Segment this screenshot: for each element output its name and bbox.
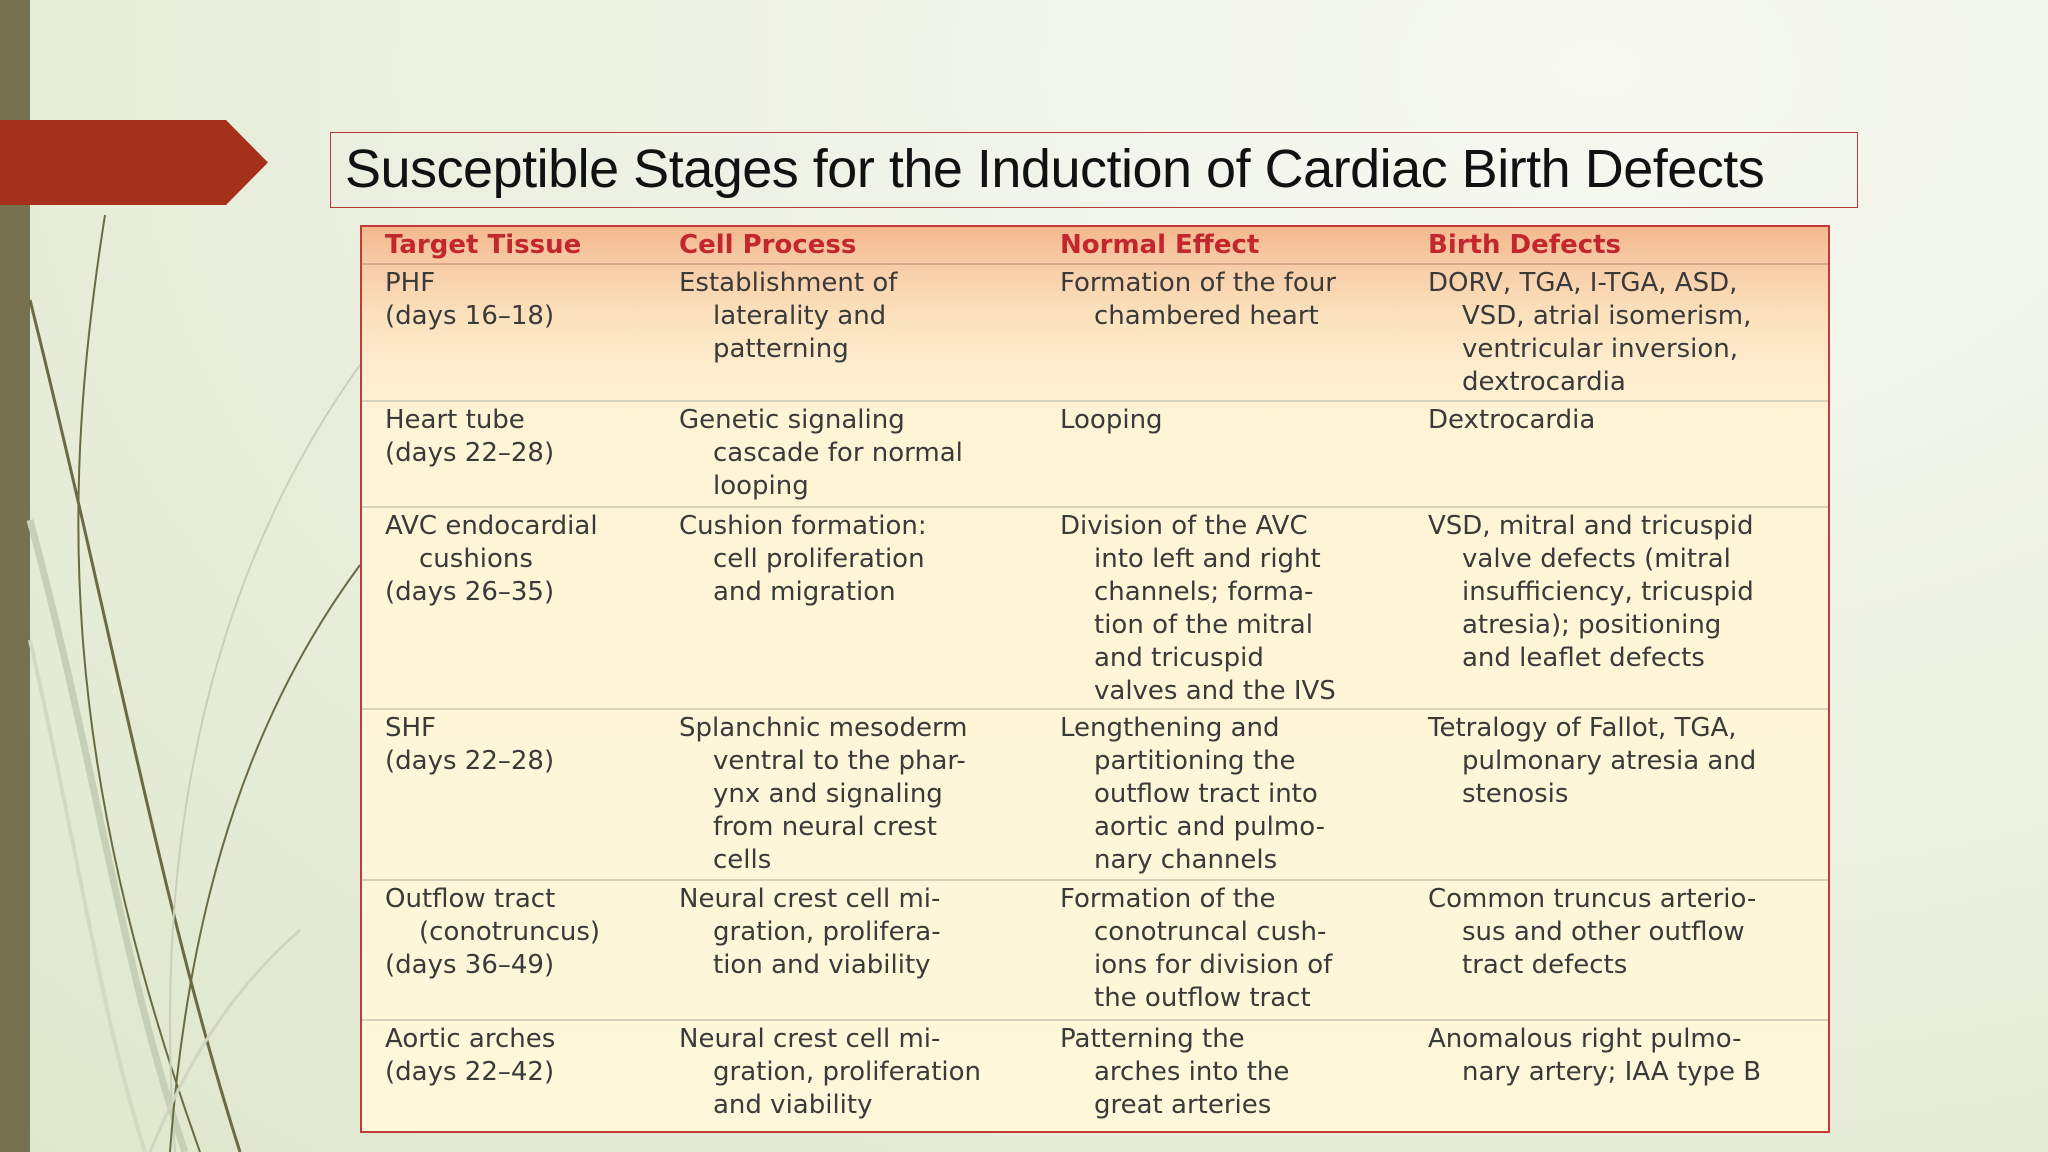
table-cell [1060,510,1336,708]
cell-line: and viability [713,1090,873,1120]
table-cell [1428,712,1756,811]
table-cell [1060,404,1163,437]
cell-line: aortic and pulmo- [1094,812,1325,842]
cell-line: stenosis [1462,779,1569,809]
cell-line: DORV, TGA, I-TGA, ASD, [1428,268,1738,298]
cell-line: Aortic arches [385,1024,556,1054]
cell-line: Outflow tract [385,884,556,914]
table-cell [679,712,968,877]
cell-line: into left and right [1094,544,1321,574]
cell-line: gration, proliferation [713,1057,982,1087]
cell-line: ventricular inversion, [1462,334,1739,364]
cell-line: conotruncal cush- [1094,917,1327,947]
cell-line: Dextrocardia [1428,405,1596,435]
cell-line: (days 22–42) [385,1057,555,1087]
cell-line: tion and viability [713,950,931,980]
cell-line: chambered heart [1094,301,1319,331]
table-cell [385,404,554,470]
cell-line: (days 16–18) [385,301,555,331]
table-cell [385,712,554,778]
table-cell [385,1023,555,1089]
cell-line: looping [713,471,809,501]
cell-line: the outflow tract [1094,983,1311,1013]
table-row [362,506,1828,710]
cell-line: Tetralogy of Fallot, TGA, [1428,713,1737,743]
cell-line: Formation of the four [1060,268,1336,298]
cell-line: ventral to the phar- [713,746,966,776]
table-cell [1060,712,1325,877]
cell-line: tion of the mitral [1094,610,1313,640]
cell-line: Division of the AVC [1060,511,1308,541]
header-normal-effect: Normal Effect [1060,230,1260,260]
cell-line: (days 22–28) [385,746,555,776]
cell-line: Neural crest cell mi- [679,1024,941,1054]
table-cell [679,883,941,982]
cell-line: insufficiency, tricuspid [1462,577,1754,607]
table-cell [679,510,927,609]
cell-line: and migration [713,577,896,607]
table-cell [679,267,897,366]
cell-line: (days 22–28) [385,438,555,468]
table-header-row [362,227,1828,265]
cell-line: ynx and signaling [713,779,943,809]
cell-line: outflow tract into [1094,779,1318,809]
cell-line: nary channels [1094,845,1278,875]
cell-line: Patterning the [1060,1024,1245,1054]
cell-line: VSD, mitral and tricuspid [1428,511,1754,541]
cell-line: dextrocardia [1462,367,1626,397]
table-row [362,1019,1828,1133]
table-cell [679,1023,981,1122]
table-cell [1060,267,1336,333]
table-row [362,263,1828,400]
cell-line: Neural crest cell mi- [679,884,941,914]
cell-line: Cushion formation: [679,511,927,541]
cell-line: great arteries [1094,1090,1272,1120]
cell-line: Heart tube [385,405,525,435]
cell-line: valve defects (mitral [1462,544,1731,574]
header-cell-process: Cell Process [679,230,857,260]
cell-line: gration, prolifera- [713,917,941,947]
cell-line: ions for division of [1094,950,1333,980]
table-cell [1060,883,1332,1015]
cell-line: Splanchnic mesoderm [679,713,968,743]
cardiac-defects-table [360,225,1830,1133]
cell-line: Common truncus arterio- [1428,884,1757,914]
cell-line: cell proliferation [713,544,925,574]
slide-title: Susceptible Stages for the Induction of Cardiac Birth Defects [345,139,1765,199]
cell-line: cells [713,845,772,875]
cell-line: Anomalous right pulmo- [1428,1024,1742,1054]
cell-line: sus and other outflow [1462,917,1745,947]
title-arrow-icon [0,120,268,205]
cell-line: cascade for normal [713,438,963,468]
table-cell [385,883,600,982]
cell-line: partitioning the [1094,746,1296,776]
cell-line: pulmonary atresia and [1462,746,1757,776]
cell-line: and tricuspid [1094,643,1264,673]
table-cell [679,404,963,503]
cell-line: Formation of the [1060,884,1276,914]
cell-line: patterning [713,334,849,364]
header-target-tissue: Target Tissue [385,230,582,260]
table-cell [1060,1023,1289,1122]
table-row [362,400,1828,508]
table-cell [1428,404,1595,437]
cell-line: Genetic signaling [679,405,905,435]
title-box [330,132,1858,208]
cell-line: AVC endocardial [385,511,598,541]
table-cell [1428,1023,1761,1089]
cell-line: valves and the IVS [1094,676,1336,706]
cell-line: (days 26–35) [385,577,555,607]
cell-line: arches into the [1094,1057,1290,1087]
cell-line: atresia); positioning [1462,610,1722,640]
cell-line: (conotruncus) [419,917,601,947]
cell-line: nary artery; IAA type B [1462,1057,1762,1087]
cell-line: from neural crest [713,812,937,842]
cell-line: and leaflet defects [1462,643,1705,673]
cell-line: PHF [385,268,436,298]
table-cell [385,510,598,609]
cell-line: channels; forma- [1094,577,1314,607]
cell-line: VSD, atrial isomerism, [1462,301,1752,331]
table-row [362,879,1828,1021]
cell-line: Looping [1060,405,1163,435]
cell-line: SHF [385,713,437,743]
cell-line: Lengthening and [1060,713,1280,743]
cell-line: cushions [419,544,533,574]
table-cell [385,267,554,333]
cell-line: (days 36–49) [385,950,555,980]
table-cell [1428,510,1754,675]
header-birth-defects: Birth Defects [1428,230,1622,260]
table-cell [1428,883,1756,982]
cell-line: Establishment of [679,268,898,298]
cell-line: laterality and [713,301,887,331]
table-cell [1428,267,1751,399]
cell-line: tract defects [1462,950,1628,980]
table-row [362,708,1828,881]
